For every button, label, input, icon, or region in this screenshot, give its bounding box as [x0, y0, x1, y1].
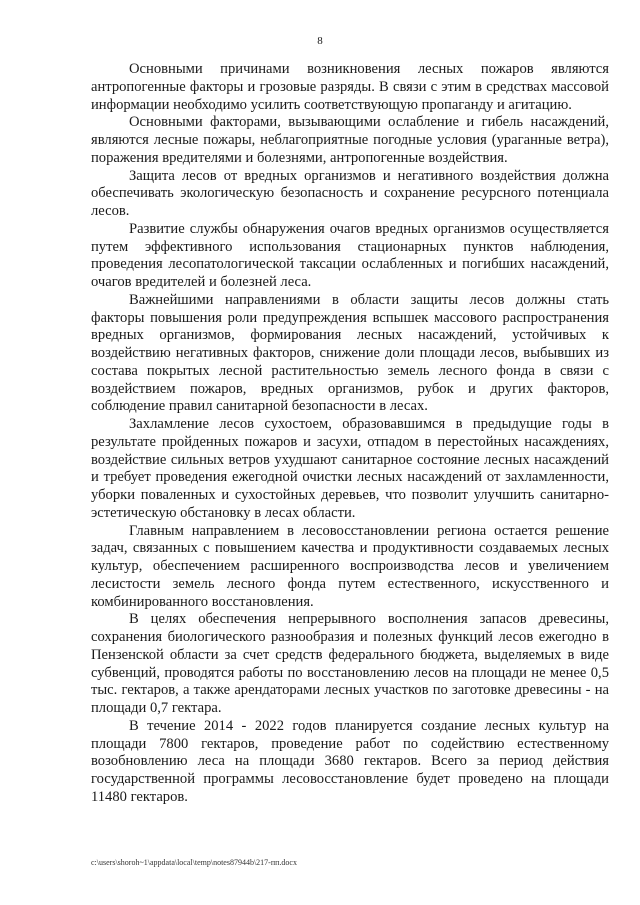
paragraph: Защита лесов от вредных организмов и негативного воздействия должна обеспечивать экологическую безопасность и сохранение ресурсного потенциала лесов.	[91, 167, 609, 219]
paragraph: Захламление лесов сухостоем, образовавшимся в предыдущие годы в результате пройденных пожаров и засухи, отпадом в перестойных насаждениях, воздействие сильных ветров ухудшают санитарное состояние лесных насаждений и требует проведения ежегодной очистки лесных насаждений от захламленности, уборки поваленных и сухостойных деревьев, что позволит улучшить санитарно-эстетическую обстановку в лесах области.	[91, 416, 609, 521]
paragraph: Развитие службы обнаружения очагов вредных организмов осуществляется путем эффективного использования стационарных пунктов наблюдения, проведения лесопатологической таксации ослабленных и погибших насаждений, очагов вредителей и болезней леса.	[91, 220, 609, 290]
paragraph: Главным направлением в лесовосстановлении региона остается решение задач, связанных с повышением качества и продуктивности создаваемых лесных культур, обеспечением расширенного воспроизводства лесов и увеличением лесистости земель лесного фонда путем естественного, искусственного и комбинированного восстановления.	[91, 522, 609, 610]
paragraph: В течение 2014 - 2022 годов планируется создание лесных культур на площади 7800 гектаров, проведение работ по содействию естественному возобновлению леса на площади 3680 гектаров. Всего за период действия государственной программы лесовосстановление будет проведено на площади 11480 гектаров.	[91, 717, 609, 805]
document-body	[91, 61, 609, 807]
page-number: 8	[317, 35, 323, 47]
paragraph: Важнейшими направлениями в области защиты лесов должны стать факторы повышения роли предупреждения вспышек массового распространения вредных организмов, формирования лесных насаждений, устойчивых к воздействию негативных факторов, снижение доли площади лесов, выбывших из состава покрытых лесной растительностью земель лесного фонда в связи с воздействием пожаров, вредных организмов, рубок и других факторов, соблюдение правил санитарной безопасности в лесах.	[91, 291, 609, 415]
paragraph: Основными причинами возникновения лесных пожаров являются антропогенные факторы и грозовые разряды. В связи с этим в средствах массовой информации необходимо усилить соответствующую пропаганду и агитацию.	[91, 61, 609, 113]
paragraph: Основными факторами, вызывающими ослабление и гибель насаждений, являются лесные пожары, неблагоприятные погодные условия (ураганные ветра), поражения вредителями и болезнями, антропогенные воздействия.	[91, 114, 609, 166]
file-path-footer: c:\users\shoroh~1\appdata\local\temp\notes87944b\217-пп.docx	[91, 858, 297, 867]
paragraph: В целях обеспечения непрерывного восполнения запасов древесины, сохранения биологического разнообразия и полезных функций лесов ежегодно в Пензенской области за счет средств федерального бюджета, выделяемых в виде субвенций, проводятся работы по восстановлению лесов на площади не менее 0,5 тыс. гектаров, а также арендаторами лесных участков по заготовке древесины - на площади 0,7 гектара.	[91, 611, 609, 716]
